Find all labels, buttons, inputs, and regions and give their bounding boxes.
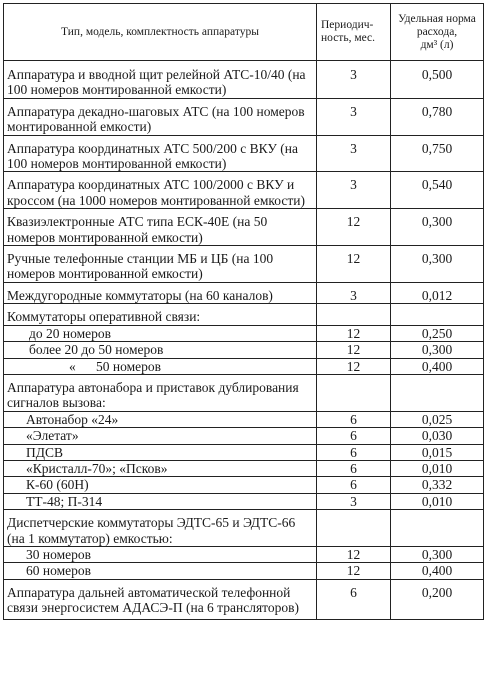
table-row-group-heading (4, 304, 484, 325)
row-norm: 0,400 (391, 563, 484, 579)
table-row (4, 428, 484, 444)
row-period: 12 (317, 342, 391, 358)
row-name: 60 номеров (4, 563, 317, 579)
row-norm: 0,250 (391, 325, 484, 341)
row-period: 12 (317, 209, 391, 246)
row-name: Ручные телефонные станции МБ и ЦБ (на 100 номеров монтированной емкости) (4, 246, 317, 283)
row-name: Диспетчерские коммутаторы ЭДТС-65 и ЭДТС-66 (на 1 коммутатор) емкостью: (4, 510, 317, 547)
table-row (4, 282, 484, 303)
table-row (4, 98, 484, 135)
row-name: Аппаратура координатных АТС 500/200 с ВКУ (на 100 номеров монтированной емкости) (4, 135, 317, 172)
table-row (4, 209, 484, 246)
table-row-group-heading (4, 374, 484, 411)
row-norm: 0,030 (391, 428, 484, 444)
row-period: 6 (317, 579, 391, 619)
row-norm: 0,332 (391, 477, 484, 493)
row-period: 6 (317, 411, 391, 427)
table-row (4, 61, 484, 99)
row-name: Квазиэлектронные АТС типа ЕСК-40Е (на 50 номеров монтированной емкости) (4, 209, 317, 246)
row-name: Автонабор «24» (4, 411, 317, 427)
row-name: Аппаратура и вводной щит релейной АТС-10/40 (на 100 номеров монтированной емкости) (4, 61, 317, 99)
row-name: Коммутаторы оперативной связи: (4, 304, 317, 325)
row-norm: 0,025 (391, 411, 484, 427)
row-name: «Кристалл-70»; «Псков» (4, 460, 317, 476)
norms-table (3, 3, 484, 620)
row-norm: 0,780 (391, 98, 484, 135)
table-row (4, 325, 484, 341)
row-period (317, 510, 391, 547)
row-norm: 0,010 (391, 493, 484, 509)
table-row (4, 135, 484, 172)
table-row (4, 342, 484, 358)
table-row (4, 493, 484, 509)
row-norm: 0,300 (391, 209, 484, 246)
table-row (4, 246, 484, 283)
table-row-group-heading (4, 510, 484, 547)
row-name: « 50 номеров (4, 358, 317, 374)
row-norm: 0,200 (391, 579, 484, 619)
row-name: более 20 до 50 номеров (4, 342, 317, 358)
row-period: 3 (317, 135, 391, 172)
row-norm: 0,540 (391, 172, 484, 209)
row-name: 30 номеров (4, 546, 317, 562)
row-norm: 0,300 (391, 246, 484, 283)
row-norm: 0,300 (391, 546, 484, 562)
row-name: «Элетат» (4, 428, 317, 444)
row-period: 12 (317, 546, 391, 562)
row-norm: 0,300 (391, 342, 484, 358)
table-row (4, 172, 484, 209)
row-norm: 0,750 (391, 135, 484, 172)
row-period: 12 (317, 358, 391, 374)
row-norm (391, 304, 484, 325)
row-name: К-60 (60Н) (4, 477, 317, 493)
row-period: 3 (317, 172, 391, 209)
table-row (4, 546, 484, 562)
table-row (4, 460, 484, 476)
header-row (4, 4, 484, 61)
row-period: 3 (317, 493, 391, 509)
row-period: 12 (317, 563, 391, 579)
header-type: Тип, модель, комплектность аппаратуры (4, 4, 317, 61)
table-row (4, 444, 484, 460)
row-name: до 20 номеров (4, 325, 317, 341)
row-period (317, 304, 391, 325)
table-row (4, 563, 484, 579)
row-name: Аппаратура автонабора и приставок дублирования сигналов вызова: (4, 374, 317, 411)
header-period: Периодич-ность, мес. (317, 4, 391, 61)
row-period: 3 (317, 282, 391, 303)
row-period: 3 (317, 98, 391, 135)
row-period: 6 (317, 477, 391, 493)
table-row (4, 579, 484, 619)
row-period: 12 (317, 325, 391, 341)
row-norm: 0,015 (391, 444, 484, 460)
header-norm (391, 4, 484, 61)
row-name: ПДСВ (4, 444, 317, 460)
row-period: 6 (317, 444, 391, 460)
row-name: Аппаратура координатных АТС 100/2000 с ВКУ и кроссом (на 1000 номеров монтированной емкости) (4, 172, 317, 209)
header-norm-line2: дм³ (л) (420, 38, 454, 51)
row-name: ТТ-48; П-314 (4, 493, 317, 509)
row-period: 6 (317, 428, 391, 444)
row-period: 6 (317, 460, 391, 476)
row-period: 3 (317, 61, 391, 99)
row-norm: 0,500 (391, 61, 484, 99)
table-row (4, 477, 484, 493)
row-period (317, 374, 391, 411)
table-row (4, 358, 484, 374)
row-norm (391, 510, 484, 547)
row-name: Аппаратура дальней автоматической телефонной связи энергосистем АДАСЭ-П (на 6 трансляторов) (4, 579, 317, 619)
table-row (4, 411, 484, 427)
row-norm: 0,010 (391, 460, 484, 476)
row-norm (391, 374, 484, 411)
row-period: 12 (317, 246, 391, 283)
header-norm-line1: Удельная норма расхода, (398, 12, 476, 38)
row-norm: 0,400 (391, 358, 484, 374)
row-norm: 0,012 (391, 282, 484, 303)
row-name: Междугородные коммутаторы (на 60 каналов) (4, 282, 317, 303)
row-name: Аппаратура декадно-шаговых АТС (на 100 номеров монтированной емкости) (4, 98, 317, 135)
